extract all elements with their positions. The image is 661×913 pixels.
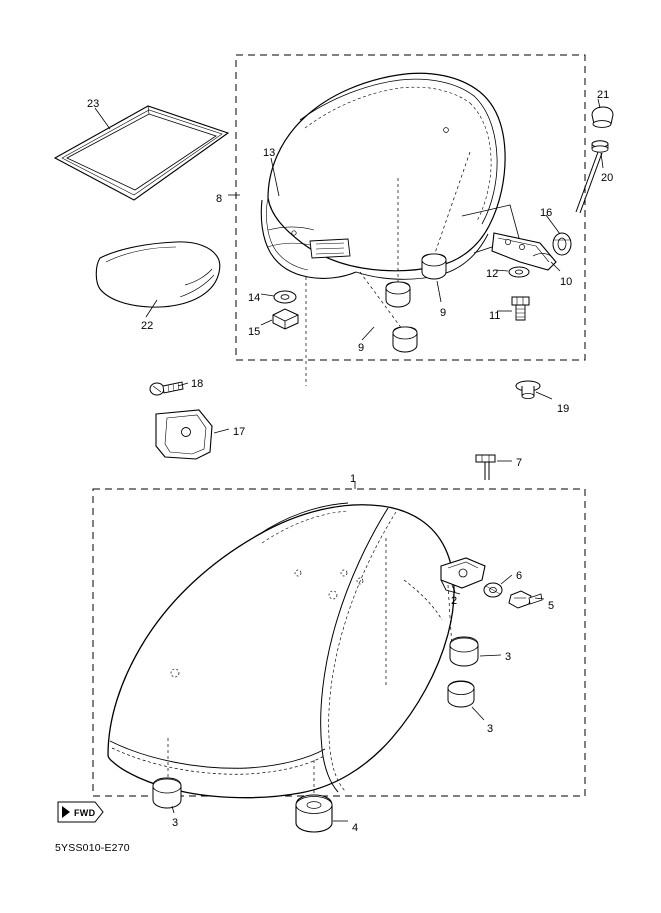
part-11-bolt — [512, 297, 529, 320]
callout-2: 2 — [451, 595, 458, 607]
callout-17: 17 — [233, 426, 246, 438]
group-number-8: 8 — [216, 193, 223, 205]
part-15-nut — [273, 309, 298, 329]
callout-9-b: 9 — [440, 307, 447, 319]
part-6-washer — [484, 583, 502, 597]
callout-3-a: 3 — [505, 651, 512, 663]
part-9-damper-upper-b — [422, 254, 446, 279]
part-5-bolt — [509, 591, 542, 608]
part-7-bolt — [476, 455, 495, 480]
callout-4: 4 — [352, 822, 359, 834]
part-23-mat — [55, 106, 228, 200]
callout-19: 19 — [557, 403, 570, 415]
part-3-damper-a — [450, 637, 478, 666]
callout-21: 21 — [597, 89, 610, 101]
part-14-washer — [274, 291, 296, 303]
part-9-damper-upper-a — [386, 282, 410, 307]
part-12-washer — [509, 267, 529, 277]
callout-5: 5 — [548, 600, 555, 612]
callout-9-a: 9 — [358, 342, 365, 354]
callout-13: 13 — [263, 147, 276, 159]
callout-3-c: 3 — [172, 817, 179, 829]
part-4-damper — [296, 795, 332, 832]
part-21-cap — [592, 107, 613, 127]
part-10-lock-bracket — [492, 233, 556, 270]
callout-3-b: 3 — [487, 723, 494, 735]
part-19-grommet — [516, 381, 540, 399]
callout-15: 15 — [248, 326, 261, 338]
part-3-damper-b — [448, 681, 474, 707]
part-3-damper-c — [153, 778, 181, 808]
callout-6: 6 — [516, 570, 523, 582]
callout-23: 23 — [87, 98, 100, 110]
part-1-main-seat — [108, 503, 454, 798]
callout-11: 11 — [489, 310, 501, 322]
fwd-label: FWD — [74, 808, 96, 818]
callout-22: 22 — [141, 320, 154, 332]
group-number-1: 1 — [350, 473, 357, 485]
callout-10: 10 — [560, 276, 573, 288]
callout-18: 18 — [191, 378, 204, 390]
callout-7: 7 — [516, 457, 523, 469]
part-16-bush — [553, 233, 571, 255]
part-9-damper-upper-c — [393, 327, 417, 352]
callout-12: 12 — [486, 268, 499, 280]
part-22-cover — [96, 242, 219, 307]
part-18-bolt — [150, 382, 183, 395]
callout-16: 16 — [540, 207, 553, 219]
part-8-rear-seat — [261, 73, 519, 279]
callout-20: 20 — [601, 172, 614, 184]
part-17-bracket — [156, 410, 212, 459]
callout-14: 14 — [248, 292, 261, 304]
diagram-code: 5YSS010-E270 — [55, 842, 130, 854]
